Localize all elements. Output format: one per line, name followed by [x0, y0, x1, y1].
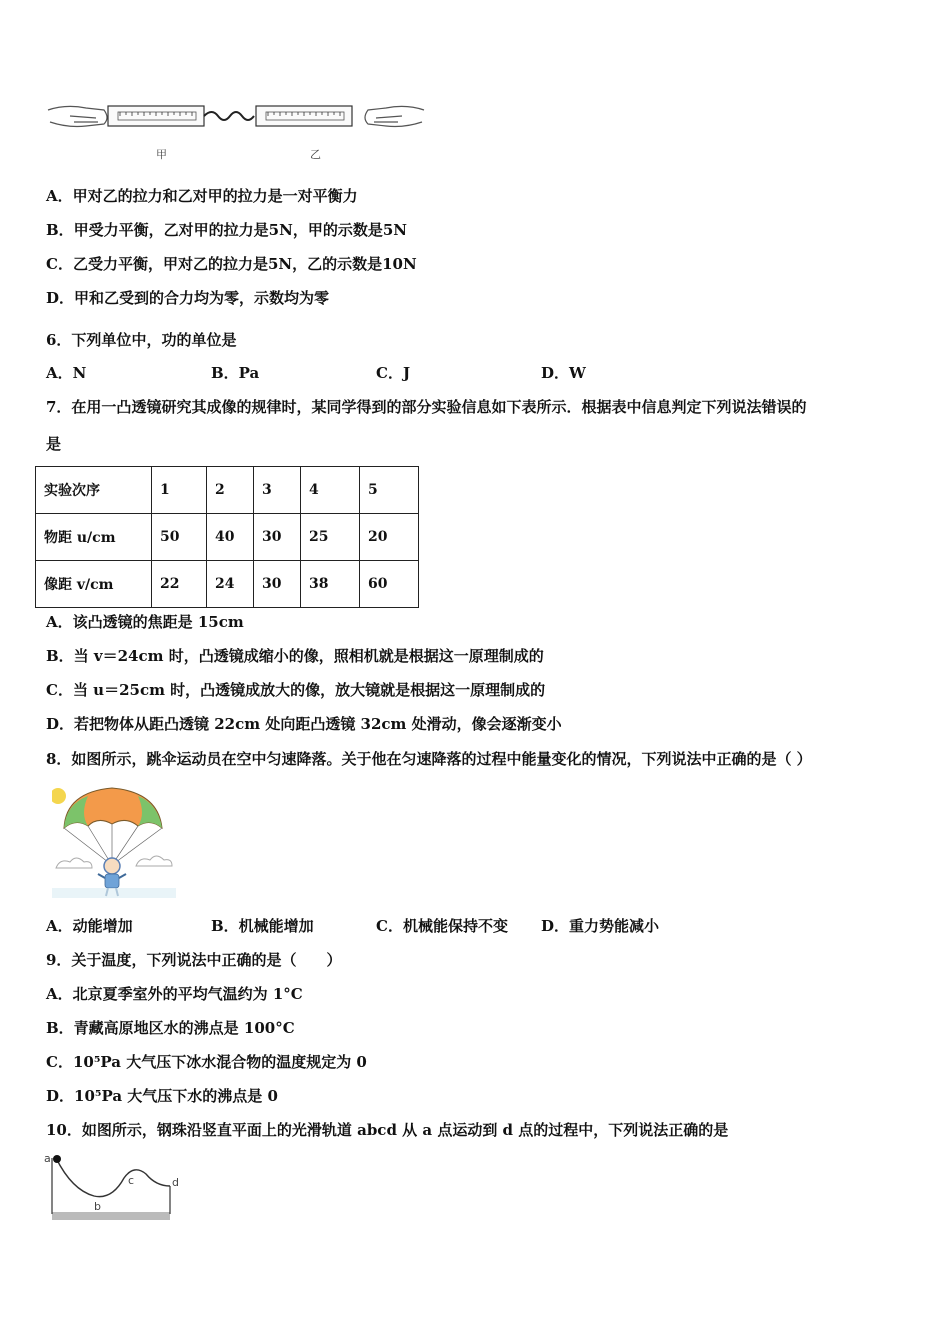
q6-option-c: C．J [376, 364, 411, 382]
table-cell: 60 [360, 561, 419, 608]
parachutist-figure [52, 784, 176, 898]
steel-ball-icon [53, 1155, 61, 1163]
table-cell: 1 [152, 467, 207, 514]
track-figure [42, 1150, 182, 1224]
table-cell: 40 [207, 514, 254, 561]
spring-scale-yi [256, 106, 352, 126]
hook-connector [204, 112, 254, 120]
q5-option-d: D．甲和乙受到的合力均为零，示数均为零 [46, 289, 330, 307]
lens-experiment-table [35, 466, 419, 608]
q7-option-d: D．若把物体从距凸透镜 22cm 处向距凸透镜 32cm 处滑动，像会逐渐变小 [46, 715, 562, 733]
label-yi: 乙 [310, 148, 321, 161]
table-cell: 22 [152, 561, 207, 608]
q6-options [46, 363, 586, 383]
smooth-track [56, 1158, 170, 1197]
ground [52, 1212, 170, 1220]
table-cell: 30 [254, 514, 301, 561]
q8-option-a: A．动能增加 [46, 917, 133, 935]
parachute-icon [64, 788, 162, 862]
q5-option-b: B．甲受力平衡，乙对甲的拉力是5N，甲的示数是5N [46, 221, 407, 239]
table-cell: 像距 v/cm [36, 561, 152, 608]
q9-stem: 9．关于温度，下列说法中正确的是（ ） [46, 951, 342, 969]
table-cell: 50 [152, 514, 207, 561]
table-row [36, 561, 419, 608]
table-cell: 3 [254, 467, 301, 514]
spring-scale-jia [108, 106, 204, 126]
q5-option-a: A．甲对乙的拉力和乙对甲的拉力是一对平衡力 [46, 187, 358, 205]
q7-option-a: A．该凸透镜的焦距是 15cm [46, 613, 244, 631]
q9-option-d: D．10⁵Pa 大气压下水的沸点是 0 [46, 1087, 278, 1105]
q6-option-b: B．Pa [211, 364, 260, 382]
table-cell: 5 [360, 467, 419, 514]
q9-option-b: B．青藏高原地区水的沸点是 100°C [46, 1019, 295, 1037]
table-cell: 38 [301, 561, 360, 608]
sun-icon [52, 788, 66, 804]
table-cell: 24 [207, 561, 254, 608]
table-cell: 4 [301, 467, 360, 514]
q7-option-c: C．当 u＝25cm 时，凸透镜成放大的像，放大镜就是根据这一原理制成的 [46, 681, 546, 699]
q8-options [46, 916, 659, 936]
table-cell: 实验次序 [36, 467, 152, 514]
point-b-label: b [94, 1200, 101, 1213]
table-cell: 20 [360, 514, 419, 561]
spring-scale-figure [46, 96, 426, 166]
table-cell: 2 [207, 467, 254, 514]
q8-option-b: B．机械能增加 [211, 917, 314, 935]
q8-option-c: C．机械能保持不变 [376, 917, 508, 935]
q10-stem: 10．如图所示，钢珠沿竖直平面上的光滑轨道 abcd 从 a 点运动到 d 点的过程中，下列说法正确的是 [46, 1121, 729, 1139]
q9-option-a: A．北京夏季室外的平均气温约为 1°C [46, 985, 303, 1003]
table-row [36, 514, 419, 561]
q6-stem: 6．下列单位中，功的单位是 [46, 331, 237, 349]
q7-stem-line1: 7．在用一凸透镜研究其成像的规律时，某同学得到的部分实验信息如下表所示．根据表中信息判定下列说法错误的 [46, 398, 807, 416]
q6-option-d: D．W [541, 364, 586, 382]
point-d-label: d [172, 1176, 179, 1189]
point-c-label: c [128, 1174, 135, 1187]
q5-option-c: C．乙受力平衡，甲对乙的拉力是5N，乙的示数是10N [46, 255, 417, 273]
q6-option-a: A．N [46, 364, 87, 382]
table-cell: 物距 u/cm [36, 514, 152, 561]
q9-option-c: C．10⁵Pa 大气压下冰水混合物的温度规定为 0 [46, 1053, 367, 1071]
q8-stem: 8．如图所示，跳伞运动员在空中匀速降落。关于他在匀速降落的过程中能量变化的情况，下列说法中正确的是（ ） [46, 750, 812, 768]
right-hand-icon [365, 106, 424, 126]
left-hand-icon [48, 106, 107, 126]
point-a-label: a [44, 1152, 51, 1165]
q7-option-b: B．当 v＝24cm 时，凸透镜成缩小的像，照相机就是根据这一原理制成的 [46, 647, 544, 665]
q7-stem-line2: 是 [46, 435, 62, 453]
q8-option-d: D．重力势能减小 [541, 917, 660, 935]
table-cell: 25 [301, 514, 360, 561]
label-jia: 甲 [156, 148, 167, 161]
table-cell: 30 [254, 561, 301, 608]
table-row [36, 467, 419, 514]
